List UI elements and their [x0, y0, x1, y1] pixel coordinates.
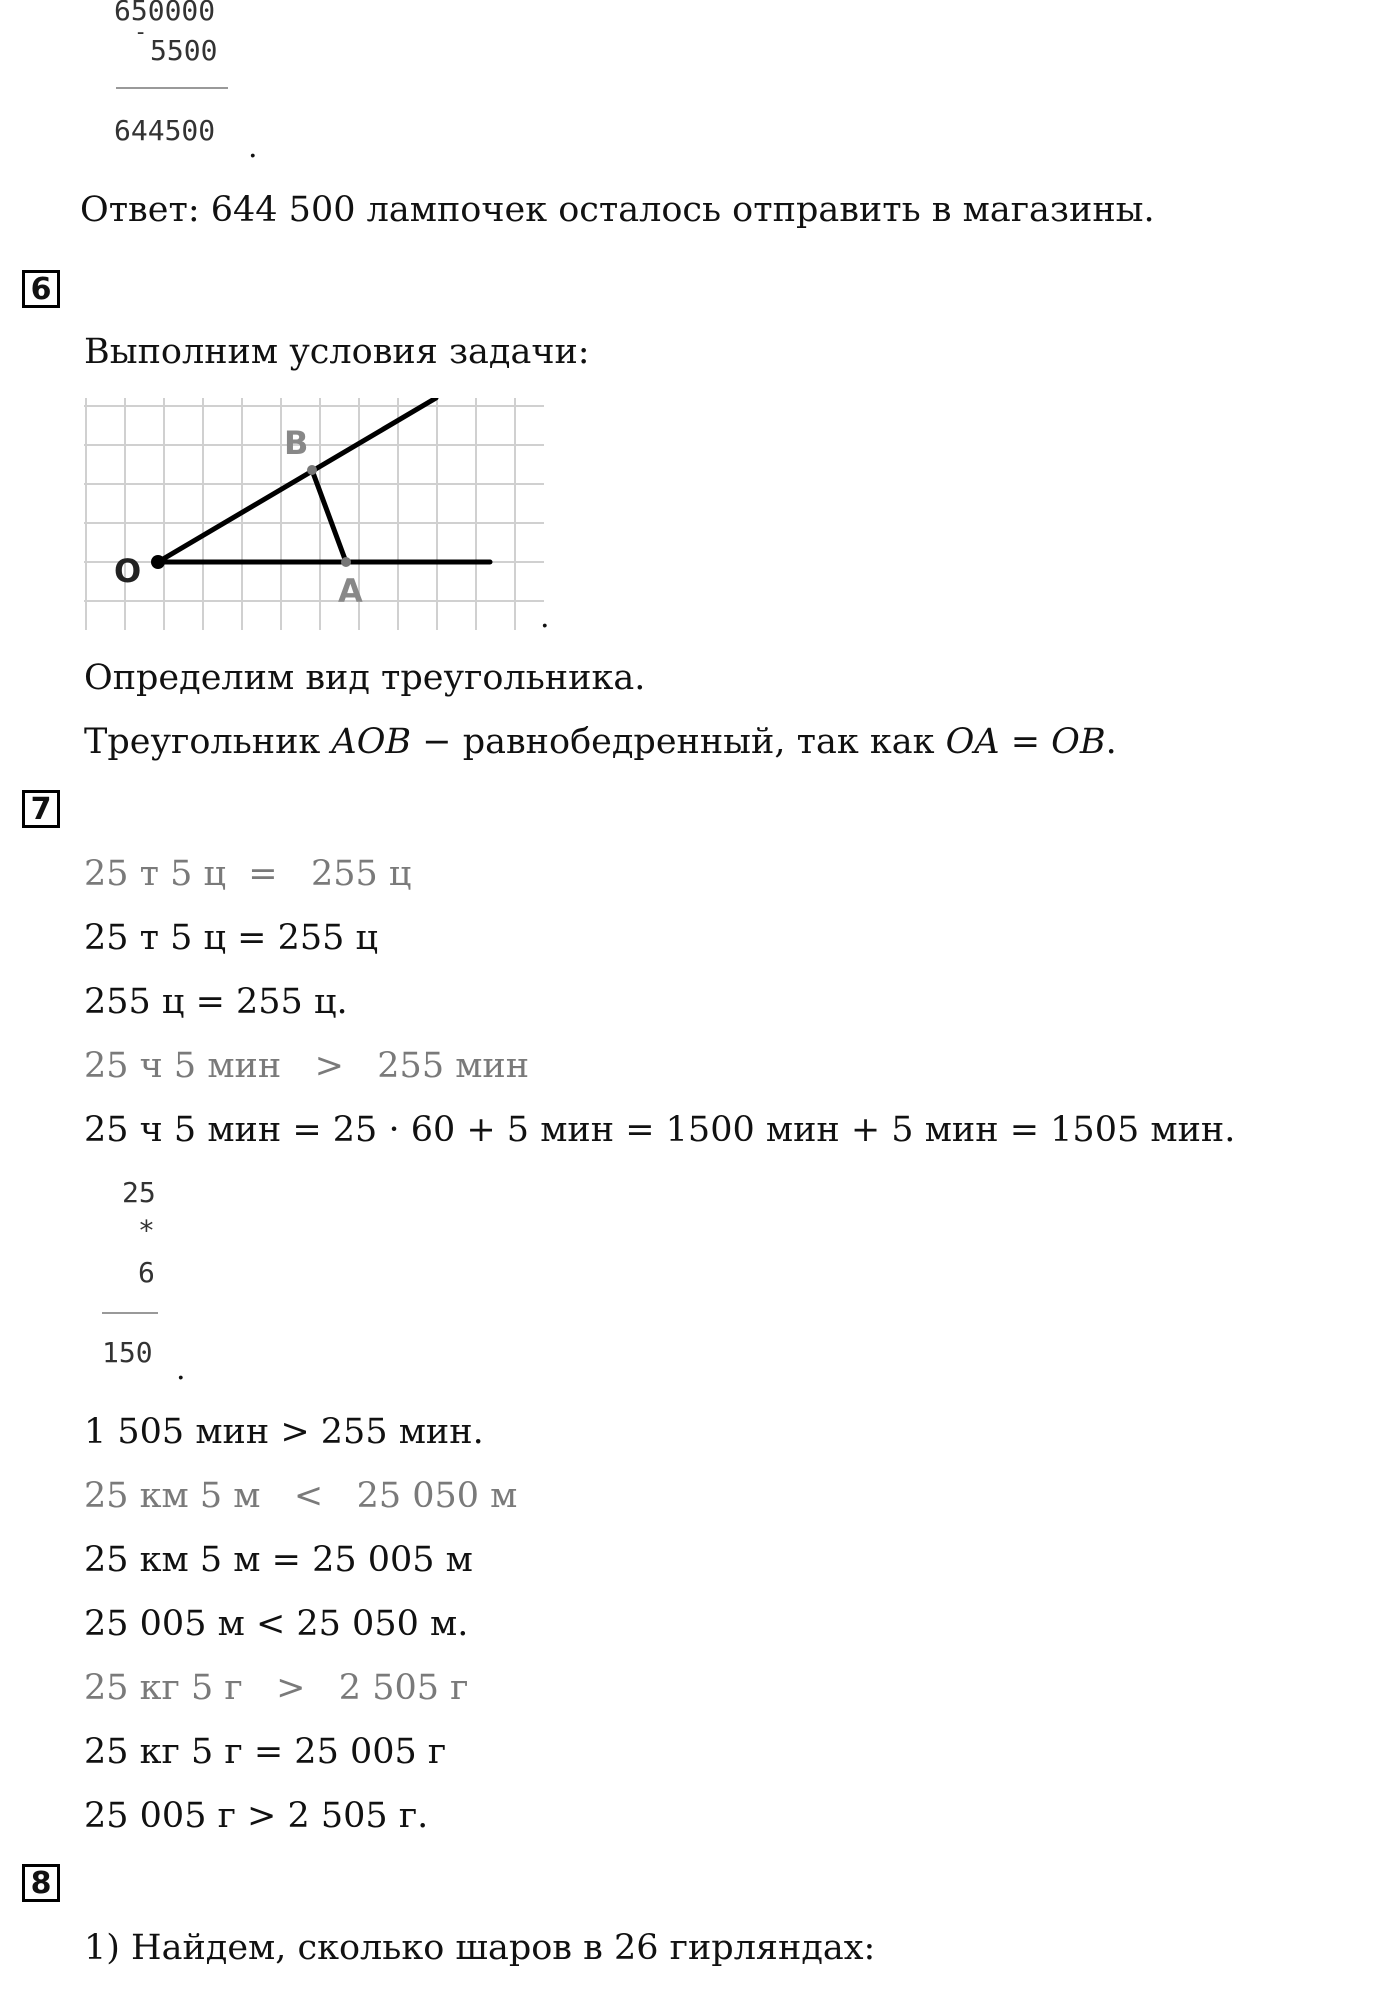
task-number-8: 8 [22, 1864, 60, 1902]
task7-line-3: 255 ц = 255 ц. [84, 982, 348, 1022]
task7-line-9: 25 005 м < 25 050 м. [84, 1604, 469, 1644]
calc1-sign: - [134, 20, 148, 45]
calc1-rule [116, 87, 228, 89]
task-number-6: 6 [22, 270, 60, 308]
task6-intro: Выполним условия задачи: [84, 332, 590, 372]
task8-line-1: 1) Найдем, сколько шаров в 26 гирляндах: [84, 1928, 876, 1968]
calc1-bottom: 5500 [150, 34, 218, 67]
calc2-result: 150 [102, 1336, 153, 1369]
task7-line-12: 25 005 г > 2 505 г. [84, 1796, 429, 1836]
task7-line-11: 25 кг 5 г = 25 005 г [84, 1732, 447, 1772]
task7-line-2: 25 т 5 ц = 255 ц [84, 918, 379, 958]
task6-line1: Определим вид треугольника. [84, 658, 646, 698]
label-b: B [284, 424, 309, 462]
task7-line-10: 25 кг 5 г > 2 505 г [84, 1668, 469, 1708]
task7-line-1: 25 т 5 ц = 255 ц [84, 854, 412, 894]
task7-line-5: 25 ч 5 мин = 25 · 60 + 5 мин = 1500 мин + 5 мин = 1505 мин. [84, 1110, 1236, 1150]
task6-line2: Треугольник AOB − равнобедренный, так как OA = OB. [84, 722, 1117, 762]
ray-ob [158, 398, 436, 562]
calc2-bottom: 6 [138, 1256, 155, 1289]
calc1-dot: . [248, 130, 258, 165]
calc2-dot: . [176, 1352, 186, 1387]
answer-5: Ответ: 644 500 лампочек осталось отправить в магазины. [80, 190, 1155, 230]
task7-line-6: 1 505 мин > 255 мин. [84, 1412, 484, 1452]
calc1-top: 650000 [114, 0, 216, 27]
figure-dot: . [540, 600, 550, 635]
calc1-result: 644500 [114, 114, 216, 147]
label-a: A [338, 572, 363, 610]
task7-line-8: 25 км 5 м = 25 005 м [84, 1540, 473, 1580]
calc2-top: 25 [122, 1176, 156, 1209]
point-a [341, 557, 351, 567]
calc2-sign: * [138, 1214, 155, 1247]
point-b [307, 465, 317, 475]
label-o: O [114, 552, 142, 590]
task7-line-7: 25 км 5 м < 25 050 м [84, 1476, 518, 1516]
calc2-rule [102, 1312, 158, 1314]
point-o [151, 555, 165, 569]
task-number-7: 7 [22, 790, 60, 828]
triangle-figure [84, 398, 544, 630]
task7-line-4: 25 ч 5 мин > 255 мин [84, 1046, 530, 1086]
